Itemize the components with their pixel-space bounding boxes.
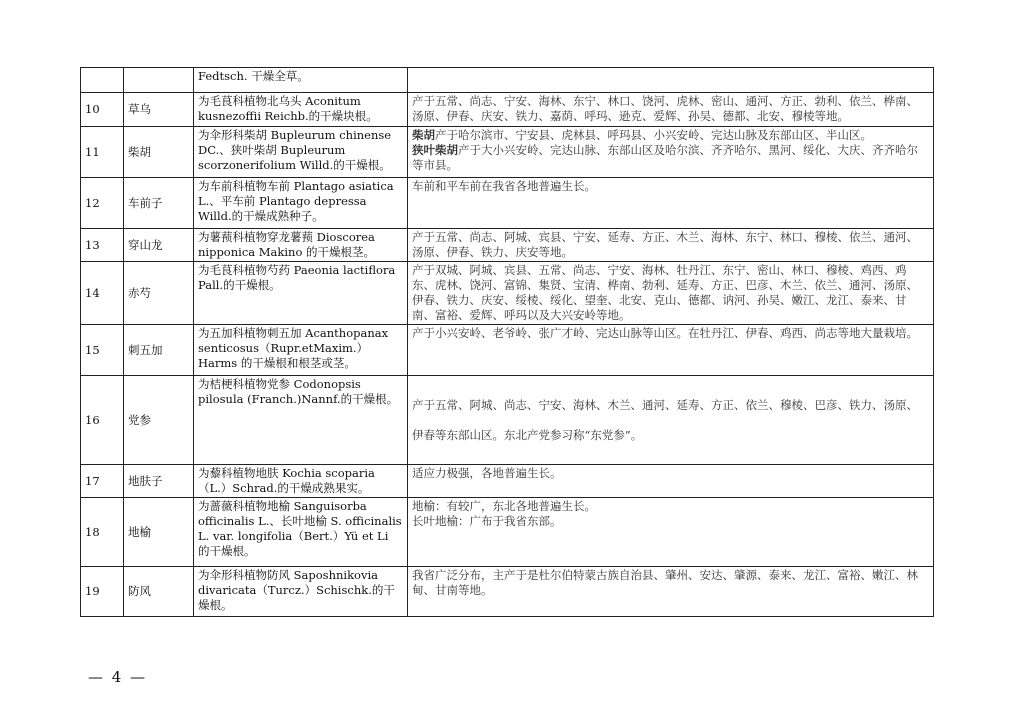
page-number: — 4 — [88, 668, 148, 686]
herb-distribution [408, 68, 934, 93]
herb-name: 防风 [124, 567, 194, 617]
herb-distribution: 产于五常、尚志、宁安、海林、东宁、林口、饶河、虎林、密山、通河、方正、勃利、依兰、桦南、汤原、伊春、庆安、铁力、嘉荫、呼玛、逊克、爱辉、孙吴、德都、北安、穆棱等地。 [408, 93, 934, 127]
herb-distribution: 产于小兴安岭、老爷岭、张广才岭、完达山脉等山区。在牡丹江、伊春、鸡西、尚志等地大量栽培。 [408, 325, 934, 376]
herb-distribution: 产于双城、阿城、宾县、五常、尚志、宁安、海林、牡丹江、东宁、密山、林口、穆棱、鸡西、鸡东、虎林、饶河、富锦、集贤、宝清、桦南、勃利、延寿、方正、巴彦、木兰、依兰、通河、汤原、伊春、铁力、庆安、绥棱、绥化、望奎、北安、克山、德都、讷河、孙吴、嫩江、龙江、泰来、甘南、富裕、爱辉、呼玛以及大兴安岭等地。 [408, 262, 934, 325]
herb-name: 地榆 [124, 498, 194, 567]
species-label: 狭叶柴胡 [412, 143, 458, 157]
row-number: 10 [81, 93, 124, 127]
species-label: 柴胡 [412, 128, 435, 142]
herb-source: 为蔷薇科植物地榆 Sanguisorba officinalis L.、长叶地榆 S. officinalis L. var. longifolia（Bert.）Yü et Li 的干燥根。 [194, 498, 408, 567]
herb-distribution: 产于五常、阿城、尚志、宁安、海林、木兰、通河、延寿、方正、依兰、穆棱、巴彦、铁力、汤原、伊春等东部山区。东北产党参习称“东党参”。 [408, 376, 934, 465]
row-number: 19 [81, 567, 124, 617]
herb-source: 为藜科植物地肤 Kochia scoparia（L.）Schrad.的干燥成熟果实。 [194, 465, 408, 498]
herb-table [80, 67, 934, 617]
herb-distribution: 适应力极强，各地普遍生长。 [408, 465, 934, 498]
table-row [81, 325, 934, 376]
table-row [81, 567, 934, 617]
row-number: 18 [81, 498, 124, 567]
herb-distribution [408, 127, 934, 178]
herb-distribution: 我省广泛分布，主产于是杜尔伯特蒙古族自治县、肇州、安达、肇源、泰来、龙江、富裕、嫩江、林甸、甘南等地。 [408, 567, 934, 617]
table-row [81, 68, 934, 93]
table-row [81, 262, 934, 325]
herb-distribution: 产于五常、尚志、阿城、宾县、宁安、延寿、方正、木兰、海林、东宁、林口、穆棱、依兰、通河、汤原、伊春、铁力、庆安等地。 [408, 229, 934, 262]
herb-name: 赤芍 [124, 262, 194, 325]
row-number: 15 [81, 325, 124, 376]
herb-distribution [408, 498, 934, 567]
herb-distribution: 车前和平车前在我省各地普遍生长。 [408, 178, 934, 229]
table-row [81, 178, 934, 229]
herb-name: 柴胡 [124, 127, 194, 178]
herb-source: 为薯蓣科植物穿龙薯蓣 Dioscorea nipponica Makino 的干燥根茎。 [194, 229, 408, 262]
herb-source: 为伞形科柴胡 Bupleurum chinense DC.、狭叶柴胡 Bupleurum scorzonerifolium Willd.的干燥根。 [194, 127, 408, 178]
species-distribution: 产于大小兴安岭、完达山脉、东部山区及哈尔滨、齐齐哈尔、黑河、绥化、大庆、齐齐哈尔等市县。 [412, 143, 918, 172]
table-row [81, 229, 934, 262]
row-number: 13 [81, 229, 124, 262]
species-distribution: 地榆：有较广，东北各地普遍生长。 [412, 499, 596, 513]
row-number: 14 [81, 262, 124, 325]
species-distribution: 产于哈尔滨市、宁安县、虎林县、呼玛县、小兴安岭、完达山脉及东部山区、半山区。 [435, 128, 872, 142]
herb-name: 穿山龙 [124, 229, 194, 262]
herb-name: 刺五加 [124, 325, 194, 376]
table-row [81, 127, 934, 178]
row-number: 12 [81, 178, 124, 229]
herb-source: 为车前科植物车前 Plantago asiatica L.、平车前 Plantago depressa Willd.的干燥成熟种子。 [194, 178, 408, 229]
herb-source: 为毛茛科植物芍药 Paeonia lactiflora Pall.的干燥根。 [194, 262, 408, 325]
herb-source: 为伞形科植物防风 Saposhnikovia divaricata（Turcz.）Schischk.的干燥根。 [194, 567, 408, 617]
species-distribution: 长叶地榆：广布于我省东部。 [412, 514, 562, 528]
table-row [81, 93, 934, 127]
row-number: 11 [81, 127, 124, 178]
herb-name [124, 68, 194, 93]
herb-name: 地肤子 [124, 465, 194, 498]
herb-name: 党参 [124, 376, 194, 465]
row-number: 16 [81, 376, 124, 465]
herb-name: 草乌 [124, 93, 194, 127]
herb-source: 为五加科植物刺五加 Acanthopanax senticosus（Rupr.etMaxim.）Harms 的干燥根和根茎或茎。 [194, 325, 408, 376]
table-row [81, 465, 934, 498]
row-number [81, 68, 124, 93]
herb-source: 为毛茛科植物北乌头 Aconitum kusnezoffii Reichb.的干燥块根。 [194, 93, 408, 127]
table-row [81, 498, 934, 567]
herb-source: Fedtsch. 干燥全草。 [194, 68, 408, 93]
herb-source: 为桔梗科植物党参 Codonopsis pilosula (Franch.)Nannf.的干燥根。 [194, 376, 408, 465]
herb-name: 车前子 [124, 178, 194, 229]
table-row [81, 376, 934, 465]
row-number: 17 [81, 465, 124, 498]
